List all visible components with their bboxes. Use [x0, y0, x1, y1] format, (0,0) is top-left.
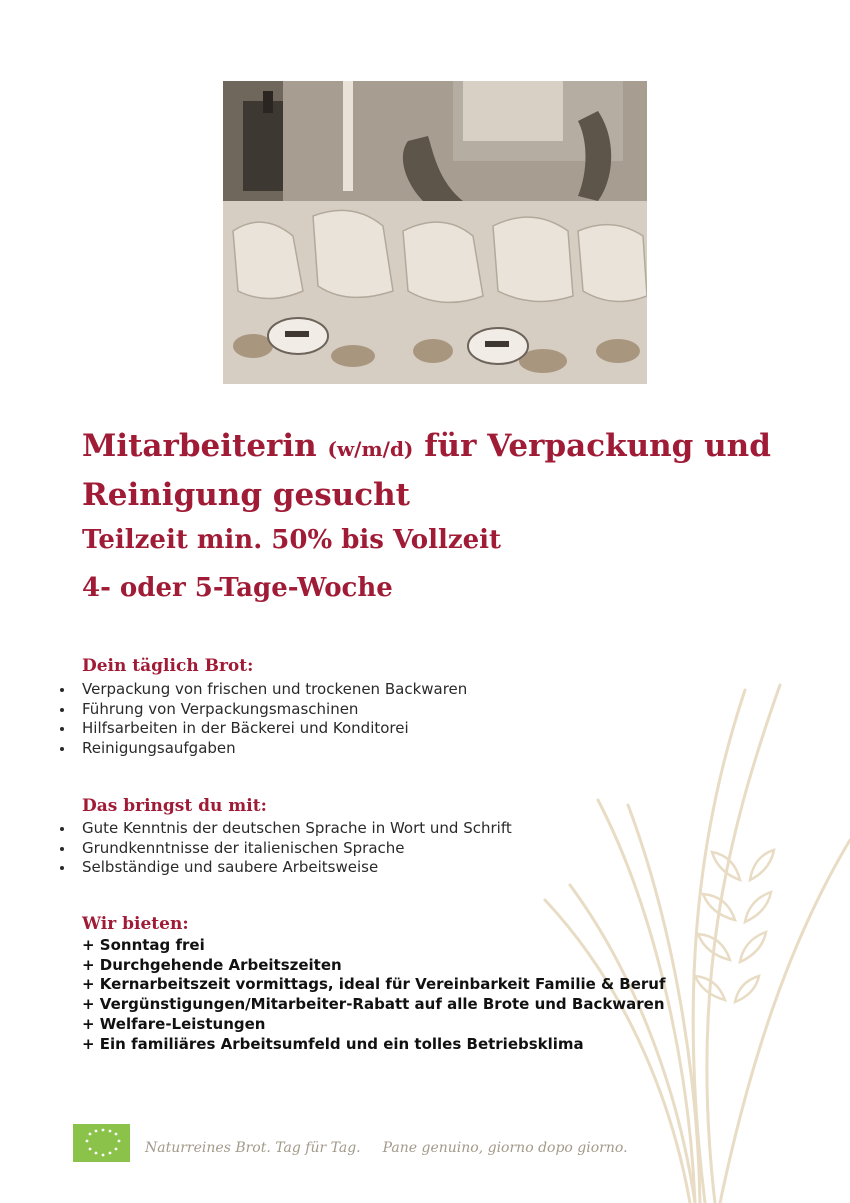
eu-organic-logo-icon	[73, 1124, 130, 1162]
job-subtitle-hours: Teilzeit min. 50% bis Vollzeit	[82, 525, 502, 555]
list-item: + Durchgehende Arbeitszeiten	[82, 955, 342, 974]
list-item: Führung von Verpackungsmaschinen	[82, 700, 467, 720]
job-title-part2: für Verpackung und Reinigung gesucht	[82, 428, 771, 513]
job-subtitle-week: 4- oder 5-Tage-Woche	[82, 573, 393, 603]
job-title	[82, 423, 802, 518]
tasks-heading: Dein täglich Brot:	[82, 656, 254, 676]
list-item: + Kernarbeitszeit vormittags, ideal für Vereinbarkeit Familie & Beruf	[82, 975, 666, 994]
list-item: Hilfsarbeiten in der Bäckerei und Konditorei	[82, 719, 467, 739]
slogan-italian: Pane genuino, giorno dopo giorno.	[382, 1140, 628, 1156]
list-item: Reinigungsaufgaben	[82, 739, 467, 759]
list-item: Grundkenntnisse der italienischen Sprache	[82, 839, 512, 859]
packing-photo	[223, 81, 647, 384]
offers-heading: Wir bieten:	[82, 914, 189, 934]
list-item: + Sonntag frei	[82, 936, 205, 954]
footer-slogan	[145, 1140, 628, 1156]
list-item: + Welfare-Leistungen	[82, 1014, 266, 1033]
offers-list	[82, 936, 666, 1054]
requirements-list	[82, 819, 512, 878]
list-item: + Vergünstigungen/Mitarbeiter-Rabatt auf alle Brote und Backwaren	[82, 995, 665, 1014]
list-item: Gute Kenntnis der deutschen Sprache in Wort und Schrift	[82, 819, 512, 837]
list-item: + Ein familiäres Arbeitsumfeld und ein tolles Betriebsklima	[82, 1034, 584, 1053]
job-title-part1: Mitarbeiterin	[82, 428, 328, 464]
list-item: Selbständige und saubere Arbeitsweise	[82, 858, 512, 878]
job-title-gender: (w/m/d)	[327, 437, 414, 461]
requirements-heading: Das bringst du mit:	[82, 796, 267, 816]
tasks-list	[82, 680, 467, 758]
slogan-german: Naturreines Brot. Tag für Tag.	[145, 1140, 361, 1156]
wheat-decoration-icon	[520, 660, 850, 1203]
list-item: Verpackung von frischen und trockenen Backwaren	[82, 680, 468, 698]
